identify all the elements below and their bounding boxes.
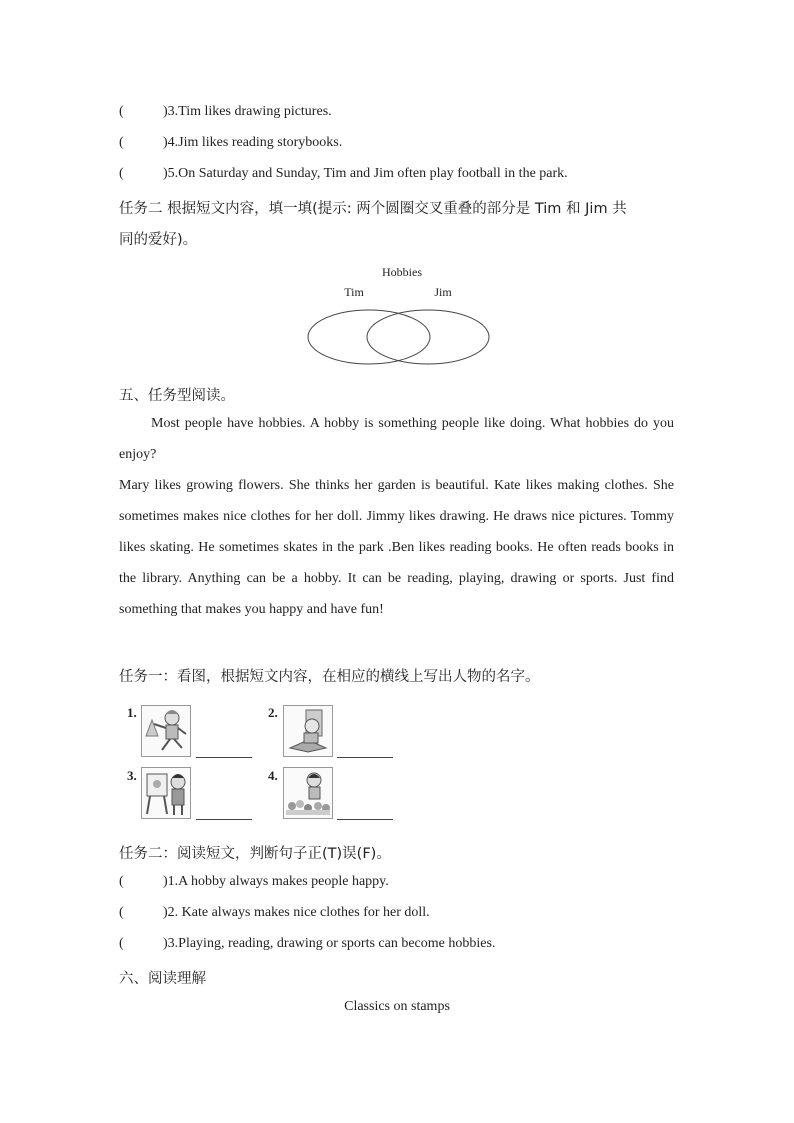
- task1-heading: 任务一：看图，根据短文内容，在相应的横线上写出人物的名字。: [119, 669, 540, 685]
- venn-title: Hobbies: [382, 265, 422, 279]
- task2b-heading: 任务二：阅读短文，判断句子正(T)误(F)。: [119, 846, 391, 862]
- tf-item-b2: [119, 905, 430, 921]
- classics-title: Classics on stamps: [344, 999, 450, 1014]
- answer-blank-1[interactable]: [196, 756, 252, 758]
- venn-right-circle[interactable]: [367, 310, 489, 364]
- item-text: )5.On Saturday and Sunday, Tim and Jim often play football in the park.: [163, 166, 568, 181]
- answer-paren[interactable]: (: [119, 936, 124, 951]
- item-text: )3.Tim likes drawing pictures.: [163, 104, 332, 119]
- passage-paragraph-2: Mary likes growing flowers. She thinks her garden is beautiful. Kate likes making clothes. She sometimes makes nice clothes for her doll. Jimmy likes drawing. He draws nice pictures. Tommy likes skating. He sometimes skates in the park .Ben likes reading books. He often reads books in the library. Anything can be a hobby. It can be reading, playing, drawing or sports. Just find something that makes you happy and have fun!: [119, 478, 674, 617]
- skating-child-icon: [141, 705, 191, 757]
- answer-blank-4[interactable]: [337, 818, 393, 820]
- drawing-child-icon: [141, 767, 191, 819]
- picture-number-3: 3.: [127, 768, 137, 783]
- answer-paren[interactable]: (: [119, 135, 124, 150]
- answer-blank-3[interactable]: [196, 818, 252, 820]
- tf-item-5: [119, 166, 568, 182]
- answer-paren[interactable]: (: [119, 905, 124, 920]
- item-text: )3.Playing, reading, drawing or sports can become hobbies.: [163, 936, 496, 951]
- picture-number-1: 1.: [127, 705, 137, 720]
- item-text: )1.A hobby always makes people happy.: [163, 874, 389, 889]
- tf-item-b1: [119, 874, 389, 890]
- answer-paren[interactable]: (: [119, 104, 124, 119]
- venn-left-label: Tim: [344, 285, 364, 299]
- task2-heading: 任务二 根据短文内容，填一填(提示: 两个圆圈交叉重叠的部分是 Tim 和 Jim 共: [119, 201, 627, 217]
- task2-heading-cont: 同的爱好)。: [119, 232, 198, 248]
- answer-paren[interactable]: (: [119, 166, 124, 181]
- picture-number-2: 2.: [268, 705, 278, 720]
- section6-title: 六、阅读理解: [119, 971, 206, 987]
- tf-item-b3: [119, 936, 495, 952]
- reading-passage: [119, 408, 674, 625]
- picture-number-4: 4.: [268, 768, 278, 783]
- passage-paragraph-1: Most people have hobbies. A hobby is something people like doing. What hobbies do you enjoy?: [119, 416, 674, 462]
- reading-child-icon: [283, 705, 333, 757]
- hobbies-venn-diagram: [300, 260, 500, 370]
- venn-right-label: Jim: [434, 285, 452, 299]
- venn-left-circle[interactable]: [308, 310, 430, 364]
- tf-item-3: [119, 104, 332, 120]
- answer-blank-2[interactable]: [337, 756, 393, 758]
- section5-title: 五、任务型阅读。: [119, 388, 235, 404]
- item-text: )4.Jim likes reading storybooks.: [163, 135, 343, 150]
- answer-paren[interactable]: (: [119, 874, 124, 889]
- flower-child-icon: [283, 767, 333, 819]
- tf-item-4: [119, 135, 342, 151]
- item-text: )2. Kate always makes nice clothes for her doll.: [163, 905, 430, 920]
